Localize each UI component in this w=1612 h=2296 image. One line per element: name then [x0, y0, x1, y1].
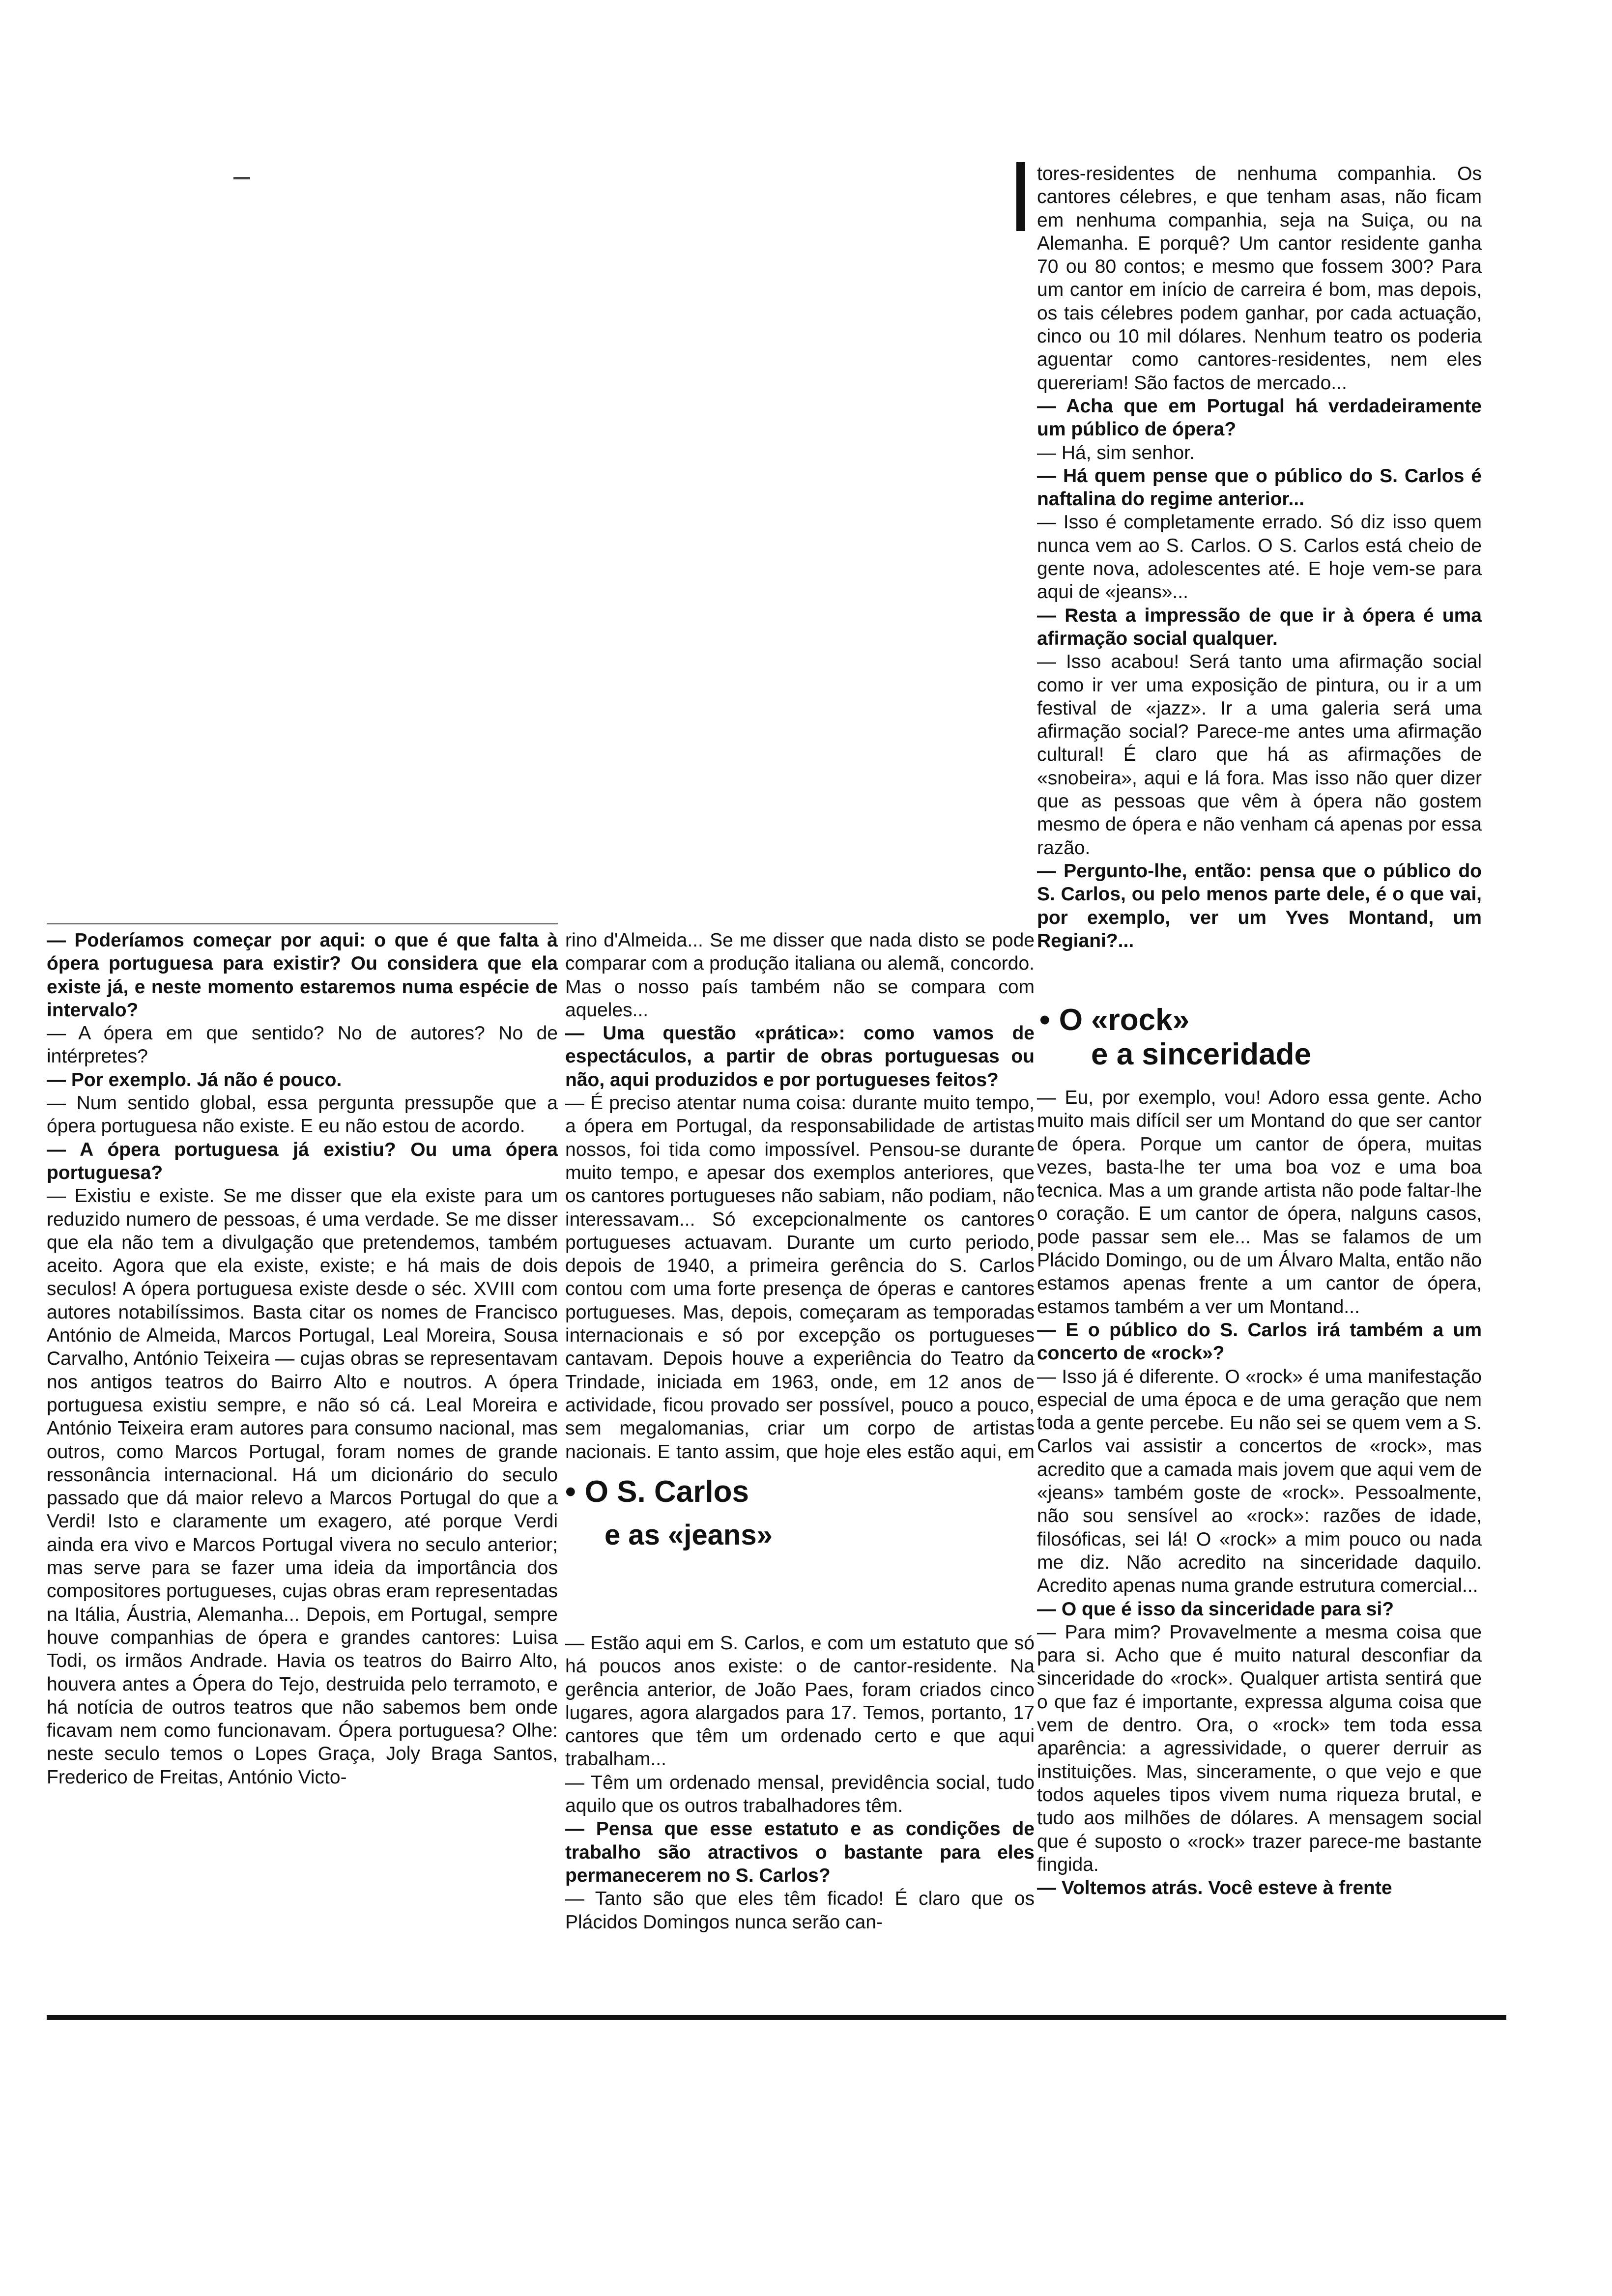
- interview-question: — E o público do S. Carlos irá também a um concerto de «rock»?: [1037, 1319, 1482, 1364]
- interview-answer: — Existiu e existe. Se me disser que ela existe para um reduzido numero de pessoas, é uma verdade. Se me disser que ela não tem a divulgação que pretendemos, também aceito. Agora que ela existe, existe; e há mais de dois seculos! A ópera portuguesa existe desde o séc. XVIII com autores notabilíssimos. Basta citar os nomes de Francisco António de Almeida, Marcos Portugal, Leal Moreira, Sousa Carvalho, António Teixeira — cujas obras se representavam nos antigos teatros do Bairro Alto e noutros. A ópera portuguesa existiu sempre, e não só cá. Leal Moreira e António Teixeira eram autores para consumo nacional, mas outros, como Marcos Portugal, foram nomes de grande ressonância internacional. Há um dicionário do seculo passado que dá maior relevo a Marcos Portugal do que a Verdi! Isto e claramente um exagero, até porque Verdi ainda era vivo e Marcos Portugal vivera no seculo anterior; mas serve para se fazer uma ideia da importância dos compositores portugueses, cujas obras eram representadas na Itália, Áustria, Alemanha... Depois, em Portugal, sempre houve companhias de ópera e grandes cantores: Luisa Todi, os irmãos Andrade. Havia os teatros do Bairro Alto, houvera antes a Ópera do Tejo, destruida pelo terramoto, e há notícia de outros teatros que não sabemos bem onde ficavam nem como funcionavam. Ópera portuguesa? Olhe: neste seculo temos o Lopes Graça, Joly Braga Santos, Frederico de Freitas, António Victo-: [47, 1185, 558, 1788]
- article-column-right-upper: [1037, 162, 1482, 1032]
- interview-question: — Uma questão «prática»: como vamos de espectáculos, a partir de obras portuguesas ou não, aqui produzidos e por portugueses feitos?: [565, 1023, 1035, 1091]
- interview-answer: — Tanto são que eles têm ficado! É claro que os Plácidos Domingos nunca serão can-: [565, 1888, 1035, 1933]
- interview-question: — Poderíamos começar por aqui: o que é que falta à ópera portuguesa para existir? Ou considera que ela existe já, e neste momento estaremos numa espécie de intervalo?: [47, 930, 558, 1021]
- bottom-rule: [47, 2015, 1506, 2020]
- interview-answer: rino d'Almeida... Se me disser que nada disto se pode comparar com a produção italiana ou alemã, concordo. Mas o nosso país também não se compara com aqueles...: [565, 930, 1035, 1021]
- interview-answer: — Têm um ordenado mensal, previdência social, tudo aquilo que os outros trabalhadores têm.: [565, 1772, 1035, 1817]
- interview-question: — Por exemplo. Já não é pouco.: [47, 1069, 342, 1091]
- article-column-middle: [565, 929, 1035, 1464]
- subheading-sao-carlos-line-2: e as «jeans»: [604, 1519, 773, 1551]
- interview-answer: — Estão aqui em S. Carlos, e com um estatuto que só há poucos anos existe: o de cantor-residente. Na gerência anterior, de João Paes, foram criados cinco lugares, agora alargados para 17. Temos, portanto, 17 cantores que têm um ordenado certo e que aqui trabalham...: [565, 1633, 1035, 1770]
- scan-mark: [233, 177, 250, 179]
- interview-answer: — Isso é completamente errado. Só diz isso quem nunca vem ao S. Carlos. O S. Carlos está cheio de gente nova, adolescentes até. E hoje vem-se para aqui de «jeans»...: [1037, 512, 1482, 603]
- interview-question: — O que é isso da sinceridade para si?: [1037, 1598, 1394, 1620]
- interview-answer: — É preciso atentar numa coisa: durante muito tempo, a ópera em Portugal, da responsabilidade de artistas nossos, foi tida como impossível. Pensou-se durante muito tempo, e apesar dos exemplos anteriores, que os cantores portugueses não sabiam, não podiam, não interessavam... Só excepcionalmente os cantores portugueses actuavam. Durante um curto periodo, depois de 1940, a primeira gerência do S. Carlos contou com uma forte presença de óperas e cantores portugueses. Mas, depois, começaram as temporadas internacionais e só por excepção os portugueses cantavam. Depois houve a experiência do Teatro da Trindade, iniciada em 1963, onde, em 12 anos de actividade, ficou provado ser possível, pouco a pouco, sem megalomanias, criar um corpo de artistas nacionais. E tanto assim, que hoje eles estão aqui, em: [565, 1092, 1035, 1463]
- article-column-middle-lower: [565, 1632, 1035, 1985]
- interview-question: — Pergunto-lhe, então: pensa que o público do S. Carlos, ou pelo menos parte dele, é o que vai, por exemplo, ver um Yves Montand, um Regiani?...: [1037, 860, 1482, 951]
- heading-bullet: •: [1039, 1003, 1050, 1037]
- interview-question: — A ópera portuguesa já existiu? Ou uma ópera portuguesa?: [47, 1139, 558, 1183]
- subheading-rock: [1039, 1003, 1189, 1037]
- article-column-left: [47, 929, 558, 1985]
- column-top-rule: [47, 923, 558, 924]
- subheading-line-1: O S. Carlos: [584, 1475, 749, 1509]
- heading-bullet: •: [565, 1475, 576, 1509]
- interview-question: — Há quem pense que o público do S. Carlos é naftalina do regime anterior...: [1037, 465, 1482, 510]
- interview-answer: — Isso já é diferente. O «rock» é uma manifestação especial de uma época e de uma geração que nem toda a gente percebe. Eu não sei se quem vem a S. Carlos vai assistir a concertos de «rock», mas acredito que a camada mais jovem que aqui vem de «jeans» também goste de «rock». Pessoalmente, não sou sensível ao «rock»: razões de idade, filosóficas, sei lá! O «rock» a mim pouco ou nada me diz. Não acredito na sinceridade daquilo. Acredito apenas numa grande estrutura comercial...: [1037, 1366, 1482, 1597]
- subheading-rock-line-2: e a sinceridade: [1091, 1037, 1312, 1071]
- interview-answer: — Num sentido global, essa pergunta pressupõe que a ópera portuguesa não existe. E eu não estou de acordo.: [47, 1092, 558, 1137]
- subheading-sao-carlos: [565, 1474, 749, 1509]
- drop-initial-bar: [1016, 162, 1025, 231]
- subheading-line-1: O «rock»: [1059, 1003, 1190, 1037]
- interview-answer: — Eu, por exemplo, vou! Adoro essa gente. Acho muito mais difícil ser um Montand do que ser cantor de ópera. Porque um cantor de ópera, muitas vezes, basta-lhe ter uma boa voz e uma boa tecnica. Mas a um grande artista não pode faltar-lhe o coração. E um cantor de ópera, nalguns casos, pode passar sem ele... Mas se falamos de um Plácido Domingo, ou de um Álvaro Malta, então não estamos apenas frente a um cantor de ópera, estamos também a ver um Montand...: [1037, 1087, 1482, 1318]
- interview-question: — Voltemos atrás. Você esteve à frente: [1037, 1877, 1392, 1899]
- interview-answer: tores-residentes de nenhuma companhia. Os cantores célebres, e que tenham asas, não ficam em nenhuma companhia, seja na Suiça, ou na Alemanha. E porquê? Um cantor residente ganha 70 ou 80 contos; e mesmo que fossem 300? Para um cantor em início de carreira é bom, mas depois, os tais célebres podem ganhar, por cada actuação, cinco ou 10 mil dólares. Nenhum teatro os poderia aguentar como cantores-residentes, nem eles quereriam! São factos de mercado...: [1037, 163, 1482, 394]
- interview-answer: — A ópera em que sentido? No de autores? No de intérpretes?: [47, 1023, 558, 1067]
- interview-question: — Pensa que esse estatuto e as condições de trabalho são atractivos o bastante para eles permanecerem no S. Carlos?: [565, 1818, 1035, 1886]
- interview-answer: — Há, sim senhor.: [1037, 442, 1195, 463]
- interview-question: — Acha que em Portugal há verdadeiramente um público de ópera?: [1037, 395, 1482, 440]
- interview-answer: — Isso acabou! Será tanto uma afirmação social como ir ver uma exposição de pintura, ou ir a um festival de «jazz». Ir a uma galeria será uma afirmação social? Parece-me antes uma afirmação cultural! É claro que há as afirmações de «snobeira», aqui e lá fora. Mas isso não quer dizer que as pessoas que vêm à ópera não gostem mesmo de ópera e não venham cá apenas por essa razão.: [1037, 651, 1482, 859]
- interview-question: — Resta a impressão de que ir à ópera é uma afirmação social qualquer.: [1037, 604, 1482, 649]
- article-column-right-lower: [1037, 1086, 1482, 2000]
- interview-answer: — Para mim? Provavelmente a mesma coisa que para si. Acho que é muito natural desconfiar da sinceridade do «rock». Qualquer artista sentirá que o que faz é importante, expressa alguma coisa que vem de dentro. Ora, o «rock» tem toda essa aparência: a agressividade, o querer derruir as instituições. Mas, sinceramente, o que vejo e que todos aqueles tipos vivem numa riqueza brutal, e tudo aos milhões de dólares. A mensagem social que é suposto o «rock» trazer parece-me bastante fingida.: [1037, 1621, 1482, 1875]
